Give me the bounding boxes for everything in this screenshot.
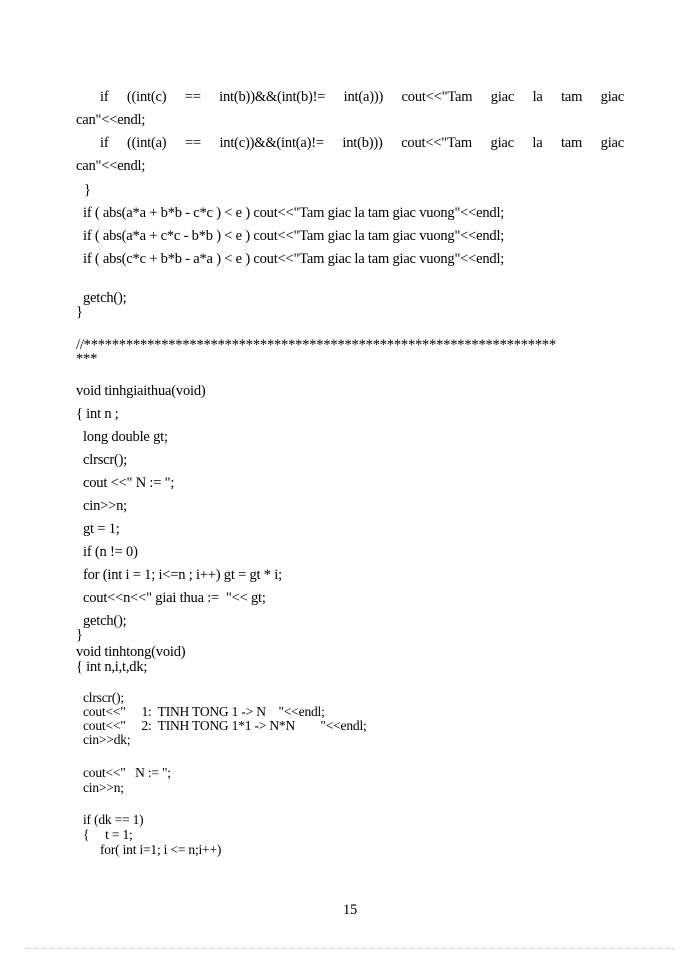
code-line: cout <<" N := ";	[83, 475, 175, 491]
page-bottom-divider	[25, 948, 675, 949]
code-line: clrscr();	[83, 452, 128, 468]
code-line: if ((int(c) == int(b))&&(int(b)!= int(a))) cout<<"Tam giac la tam giac	[100, 89, 624, 105]
code-line: getch();	[83, 290, 127, 306]
code-line: }	[76, 304, 83, 320]
code-line: if (n != 0)	[83, 544, 138, 560]
code-line: if ( abs(a*a + c*c - b*b ) < e ) cout<<"Tam giac la tam giac vuong"<<endl;	[83, 228, 505, 244]
code-line: clrscr();	[83, 690, 124, 705]
code-line: if ( abs(c*c + b*b - a*a ) < e ) cout<<"Tam giac la tam giac vuong"<<endl;	[83, 251, 505, 267]
code-line: gt = 1;	[83, 521, 120, 537]
code-line: { t = 1;	[83, 827, 133, 842]
code-line: cout<<n<<" giai thua := "<< gt;	[83, 590, 266, 606]
code-line: for( int i=1; i <= n;i++)	[100, 842, 222, 857]
code-line: if ((int(a) == int(c))&&(int(a)!= int(b))) cout<<"Tam giac la tam giac	[100, 135, 624, 151]
comment-separator: ***	[76, 351, 98, 367]
code-line: { int n,i,t,dk;	[76, 659, 148, 675]
code-line: can"<<endl;	[76, 158, 146, 174]
code-line: can"<<endl;	[76, 112, 146, 128]
code-line: if ( abs(a*a + b*b - c*c ) < e ) cout<<"Tam giac la tam giac vuong"<<endl;	[83, 205, 505, 221]
code-line: cin>>n;	[83, 498, 127, 514]
code-line: if (dk == 1)	[83, 812, 144, 827]
code-line: cout<<" N := ";	[83, 765, 171, 780]
page-number: 15	[342, 902, 358, 918]
code-line: cout<<" 2: TINH TONG 1*1 -> N*N "<<endl;	[83, 718, 367, 733]
code-line: }	[84, 182, 91, 198]
code-line: cin>>n;	[83, 780, 124, 795]
code-line: for (int i = 1; i<=n ; i++) gt = gt * i;	[83, 567, 282, 583]
code-line: { int n ;	[76, 406, 119, 422]
comment-separator: //*******************************************************************	[76, 337, 557, 353]
code-line: void tinhtong(void)	[76, 644, 186, 660]
code-line: getch();	[83, 613, 127, 629]
code-line: void tinhgiaithua(void)	[76, 383, 206, 399]
code-line: }	[76, 627, 83, 643]
code-line: long double gt;	[83, 429, 168, 445]
code-line: cin>>dk;	[83, 732, 131, 747]
code-line: cout<<" 1: TINH TONG 1 -> N "<<endl;	[83, 704, 325, 719]
